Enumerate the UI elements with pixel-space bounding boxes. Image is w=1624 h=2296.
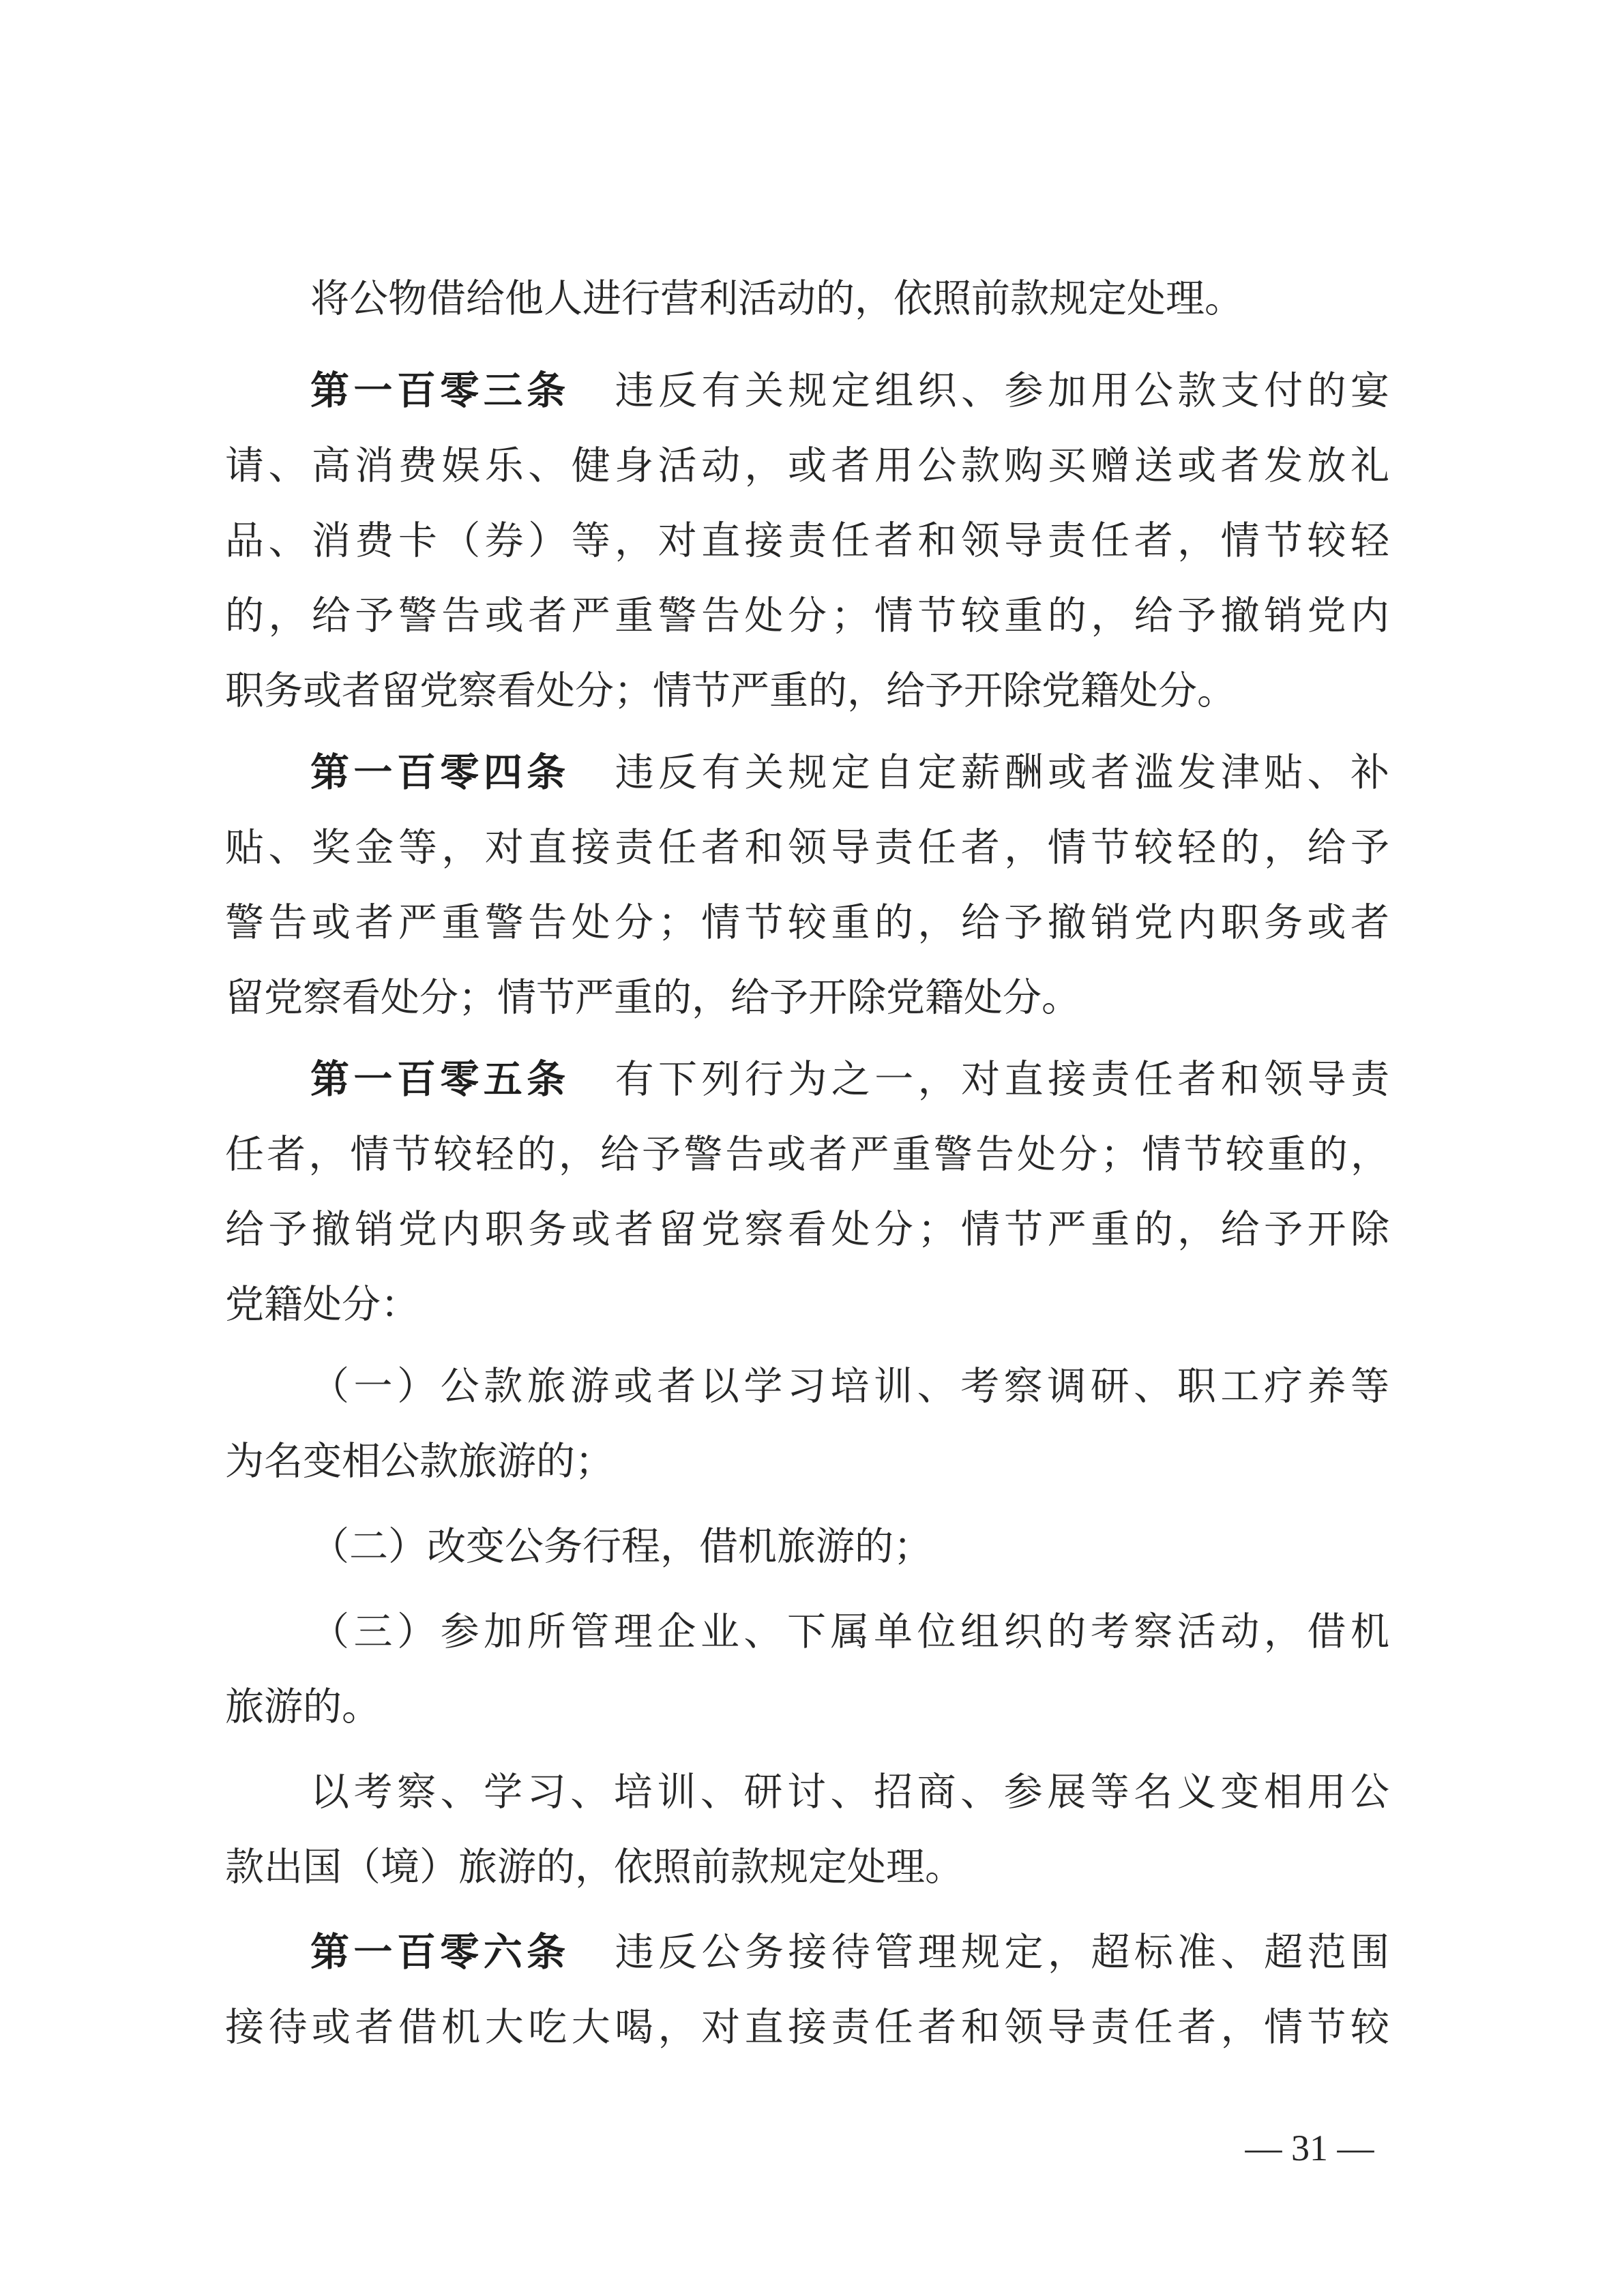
article-heading: 第一百零三条 <box>310 368 570 413</box>
article-heading: 第一百零六条 <box>310 1930 570 1975</box>
list-item-line: 旅游的。 <box>225 1684 381 1729</box>
article-106-line <box>310 1930 1389 1981</box>
paragraph-line: 款出国（境）旅游的，依照前款规定处理。 <box>225 1845 964 1890</box>
paragraph-text: 违反有关规定组织、参加用公款支付的宴 <box>615 368 1389 413</box>
paragraph-line: 党籍处分： <box>225 1282 419 1327</box>
paragraph-line: 警告或者严重警告处分；情节较重的，给予撤销党内职务或者 <box>225 900 1389 945</box>
article-104-line <box>310 750 1389 801</box>
list-item-line: 为名变相公款旅游的； <box>225 1439 614 1484</box>
paragraph-line: 留党察看处分；情节严重的，给予开除党籍处分。 <box>225 975 1080 1020</box>
paragraph-text: 违反有关规定自定薪酬或者滥发津贴、补 <box>615 750 1389 795</box>
paragraph-text: 有下列行为之一，对直接责任者和领导责 <box>615 1057 1389 1102</box>
paragraph-text: 违反公务接待管理规定，超标准、超范围 <box>615 1930 1389 1975</box>
paragraph-line: 接待或者借机大吃大喝，对直接责任者和领导责任者，情节较 <box>225 2005 1389 2050</box>
paragraph-line: 职务或者留党察看处分；情节严重的，给予开除党籍处分。 <box>225 668 1236 713</box>
article-103-line <box>310 368 1389 419</box>
list-item-line: （二）改变公务行程，借机旅游的； <box>310 1524 932 1569</box>
paragraph-line: 任者，情节较轻的，给予警告或者严重警告处分；情节较重的， <box>225 1132 1389 1177</box>
paragraph-line: 请、高消费娱乐、健身活动，或者用公款购买赠送或者发放礼 <box>225 443 1389 488</box>
article-105-line <box>310 1057 1389 1108</box>
list-item-line: （三）参加所管理企业、下属单位组织的考察活动，借机 <box>310 1609 1389 1654</box>
list-item-line: （一）公款旅游或者以学习培训、考察调研、职工疗养等 <box>310 1364 1389 1409</box>
paragraph-line: 品、消费卡（券）等，对直接责任者和领导责任者，情节较轻 <box>225 518 1389 563</box>
paragraph-line: 将公物借给他人进行营利活动的，依照前款规定处理。 <box>310 276 1243 321</box>
paragraph-line: 贴、奖金等，对直接责任者和领导责任者，情节较轻的，给予 <box>225 825 1389 870</box>
paragraph-line: 给予撤销党内职务或者留党察看处分；情节严重的，给予开除 <box>225 1207 1389 1252</box>
article-heading: 第一百零四条 <box>310 750 570 795</box>
paragraph-line: 以考察、学习、培训、研讨、招商、参展等名义变相用公 <box>310 1770 1389 1815</box>
paragraph-line: 的，给予警告或者严重警告处分；情节较重的，给予撤销党内 <box>225 593 1389 638</box>
article-heading: 第一百零五条 <box>310 1057 570 1102</box>
page-number: — 31 — <box>1245 2128 1374 2168</box>
